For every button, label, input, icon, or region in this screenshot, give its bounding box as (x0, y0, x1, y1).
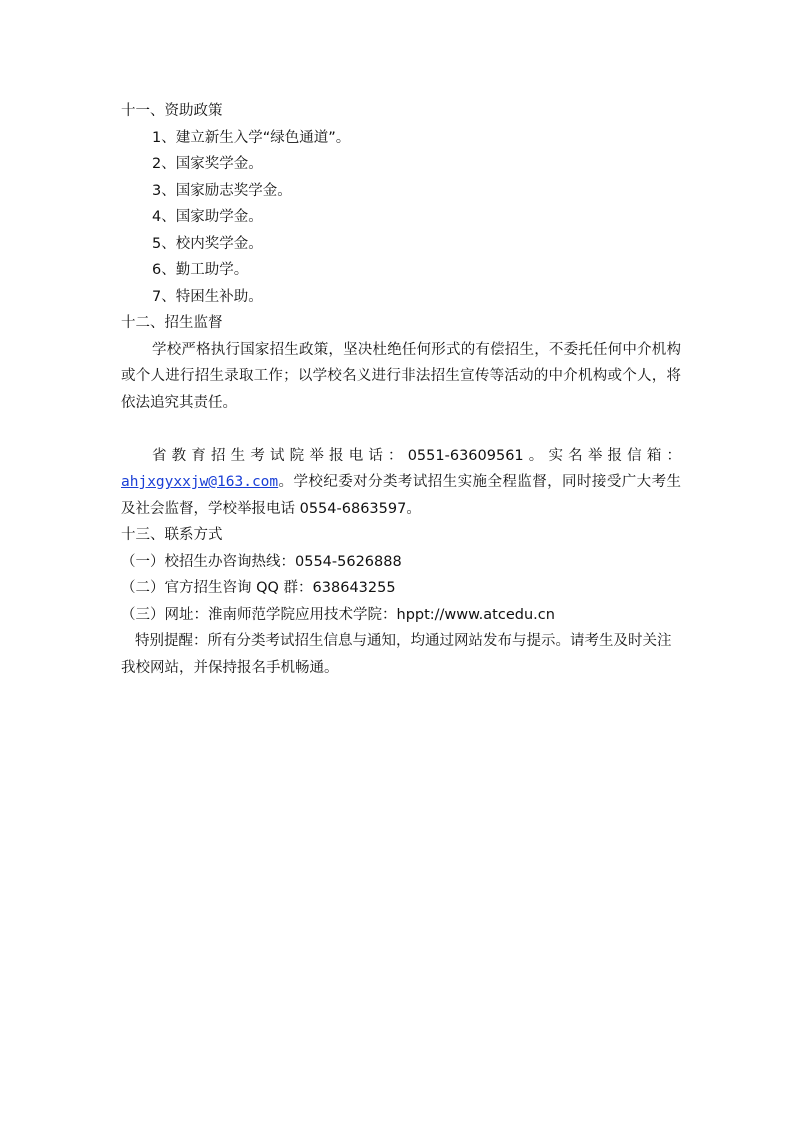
report-paragraph-body (121, 443, 681, 523)
policy-item-5: 5、校内奖学金。 (152, 235, 263, 252)
contact-hotline: （一）校招生办咨询热线：0554-5626888 (121, 553, 402, 570)
policy-item-1: 1、建立新生入学“绿色通道”。 (152, 129, 351, 146)
report-paragraph-prefix: 省教育招生考试院举报电话：0551-63609561。实名举报信箱： (152, 447, 681, 464)
section-13-heading: 十三、联系方式 (121, 527, 223, 543)
supervision-paragraph (121, 337, 681, 417)
policy-item-2: 2、国家奖学金。 (152, 156, 263, 172)
report-paragraph-suffix: 。学校纪委对分类考试招生实施全程监督，同时接受广大考生及社会监督，学校举报电话 0554-6863597。 (121, 474, 681, 517)
policy-item-7: 7、特困生补助。 (152, 288, 263, 305)
blank-line (121, 416, 681, 443)
report-email-link[interactable]: ahjxgyxxjw@163.com (121, 474, 279, 490)
policy-item-6: 6、勤工助学。 (152, 262, 249, 278)
policy-item-4: 4、国家助学金。 (152, 209, 263, 225)
document-page (121, 98, 681, 681)
contact-qq-group: （二）官方招生咨询 QQ 群：638643255 (121, 580, 396, 596)
policy-item-3: 3、国家励志奖学金。 (152, 182, 292, 199)
contact-website: （三）网址：淮南师范学院应用技术学院：hppt://www.atcedu.cn (121, 606, 555, 623)
section-12-heading: 十二、招生监督 (121, 315, 223, 331)
special-notice: 特别提醒：所有分类考试招生信息与通知，均通过网站发布与提示。请考生及时关注我校网站，并保持报名手机畅通。 (121, 633, 672, 676)
report-paragraph (121, 443, 681, 523)
section-11-heading: 十一、资助政策 (121, 103, 223, 119)
supervision-paragraph-text: 学校严格执行国家招生政策，坚决杜绝任何形式的有偿招生，不委托任何中介机构或个人进行招生录取工作；以学校名义进行非法招生宣传等活动的中介机构或个人，将依法追究其责任。 (121, 341, 681, 411)
